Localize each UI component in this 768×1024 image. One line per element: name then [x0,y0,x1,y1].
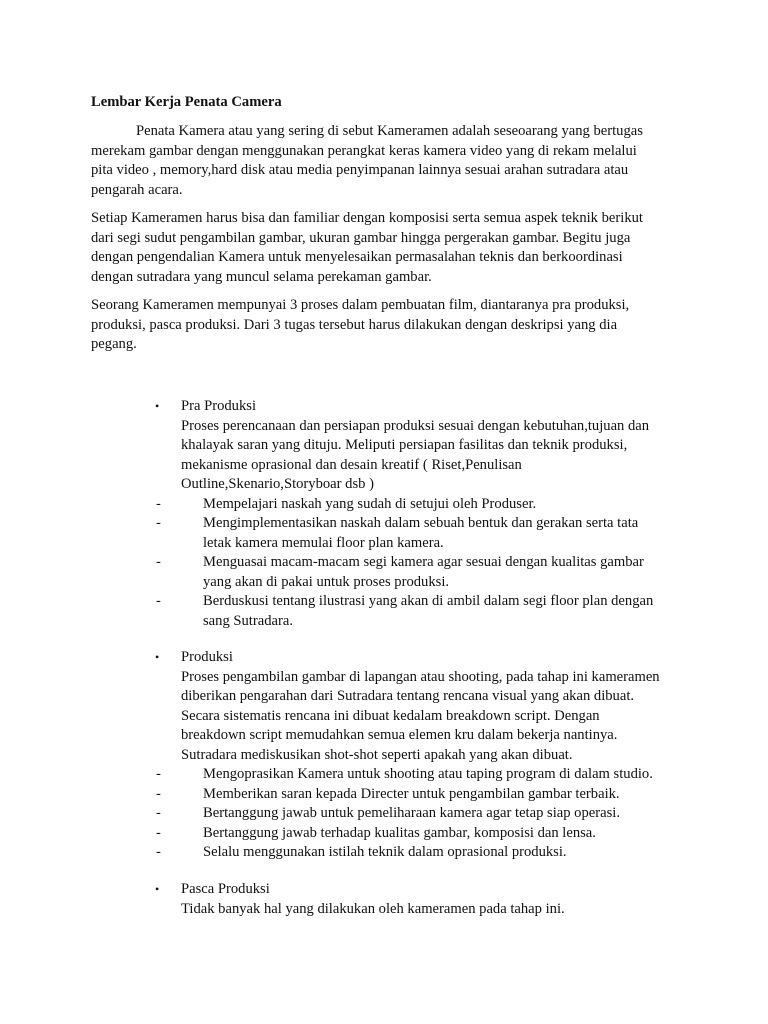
paragraph-line: dari segi sudut pengambilan gambar, ukuran gambar hingga pergerakan gambar. Begitu juga [91,229,631,246]
list-item [156,495,715,515]
intro-paragraph-3 [91,296,691,355]
section-description-line: Proses pengambilan gambar di lapangan atau shooting, pada tahap ini kameramen [181,668,660,685]
list-item [156,843,715,863]
dash-marker: - [156,515,161,531]
dash-marker: - [156,495,161,512]
bullet-icon: • [155,399,160,413]
list-item-line: Selalu menggunakan istilah teknik dalam oprasional produksi. [203,844,567,860]
bullet-icon: • [155,650,160,664]
list-item-line: Bertanggung jawab untuk pemeliharaan kamera agar tetap siap operasi. [203,805,620,821]
paragraph-line: produksi, pasca produksi. Dari 3 tugas tersebut harus dilakukan dengan deskripsi yang dia [91,316,618,333]
paragraph-line: pengarah acara. [91,181,183,198]
section-description-line: mekanisme oprasional dan desain kreatif ( Riset,Penulisan [181,456,522,473]
list-item [156,824,715,844]
list-item-line: Memberikan saran kepada Directer untuk pengambilan gambar terbaik. [203,785,620,802]
section-description-line: khalayak saran yang dituju. Meliputi persiapan fasilitas dan teknik produksi, [181,437,628,453]
list-item-line: sang Sutradara. [203,612,293,629]
document-title: Lembar Kerja Penata Camera [91,94,282,110]
section-heading: Produksi [181,649,233,665]
list-item-line: Mengoprasikan Kamera untuk shooting atau taping program di dalam studio. [203,766,653,782]
list-item [156,553,715,592]
section-heading: Pasca Produksi [181,881,270,897]
paragraph-line: pegang. [91,336,137,352]
section-produksi [155,648,715,863]
list-item-line: Mengimplementasikan naskah dalam sebuah bentuk dan gerakan serta tata [203,515,639,531]
list-item [156,592,715,631]
intro-paragraph-2 [91,209,691,287]
dash-marker: - [156,824,161,841]
section-description-line: Tidak banyak hal yang dilakukan oleh kameramen pada tahap ini. [181,900,565,917]
section-description-line: Sutradara mediskusikan shot-shot seperti apakah yang akan dibuat. [181,746,573,763]
dash-marker: - [156,805,161,821]
dash-marker: - [156,785,161,802]
section-description-line: Secara sistematis rencana ini dibuat kedalam breakdown script. Dengan [181,707,600,724]
section-description-line: Proses perencanaan dan persiapan produksi sesuai dengan kebutuhan,tujuan dan [181,417,650,434]
paragraph-line: dengan pengendalian Kamera untuk menyelesaikan permasalahan teknis dan berkoordinasi [91,249,623,265]
list-item-line: Berduskusi tentang ilustrasi yang akan di ambil dalam segi floor plan dengan [203,593,654,609]
list-item-line: yang akan di pakai untuk proses produksi. [203,573,450,590]
section-heading: Pra Produksi [181,398,256,414]
section-pra-produksi [155,397,715,631]
list-item [156,785,715,805]
list-item-line: Bertanggung jawab terhadap kualitas gambar, komposisi dan lensa. [203,824,596,841]
section-pasca-produksi [155,880,715,919]
list-item-line: Menguasai macam-macam segi kamera agar sesuai dengan kualitas gambar [203,554,644,570]
section-description-line: diberikan pengarahan dari Sutradara tentang rencana visual yang akan dibuat. [181,688,635,704]
list-item [156,804,715,824]
list-item-line: letak kamera memulai floor plan kamera. [203,534,444,551]
section-description-line: Outline,Skenario,Storyboar dsb ) [181,476,374,492]
dash-marker: - [156,554,161,570]
paragraph-line: Seorang Kameramen mempunyai 3 proses dalam pembuatan film, diantaranya pra produksi, [91,297,630,313]
section-description-line: breakdown script memudahkan semua elemen kru dalam bekerja nantinya. [181,727,618,743]
dash-marker: - [156,766,161,782]
bullet-icon: • [155,882,160,896]
dash-marker: - [156,593,161,609]
list-item [156,514,715,553]
list-item [156,765,715,785]
paragraph-line: Setiap Kameramen harus bisa dan familiar dengan komposisi serta semua aspek teknik berikut [91,210,643,226]
paragraph-line: merekam gambar dengan menggunakan perangkat keras kamera video yang di rekam melalui [91,142,637,159]
intro-paragraph-1 [91,122,691,200]
paragraph-line: dengan sutradara yang muncul selama perekaman gambar. [91,268,432,285]
paragraph-line: pita video , memory,hard disk atau media penyimpanan lainnya sesuai arahan sutradara atau [91,162,629,178]
list-item-line: Mempelajari naskah yang sudah di setujui oleh Produser. [203,495,537,512]
dash-marker: - [156,844,161,860]
paragraph-line: Penata Kamera atau yang sering di sebut Kameramen adalah seseoarang yang bertugas [136,123,643,139]
